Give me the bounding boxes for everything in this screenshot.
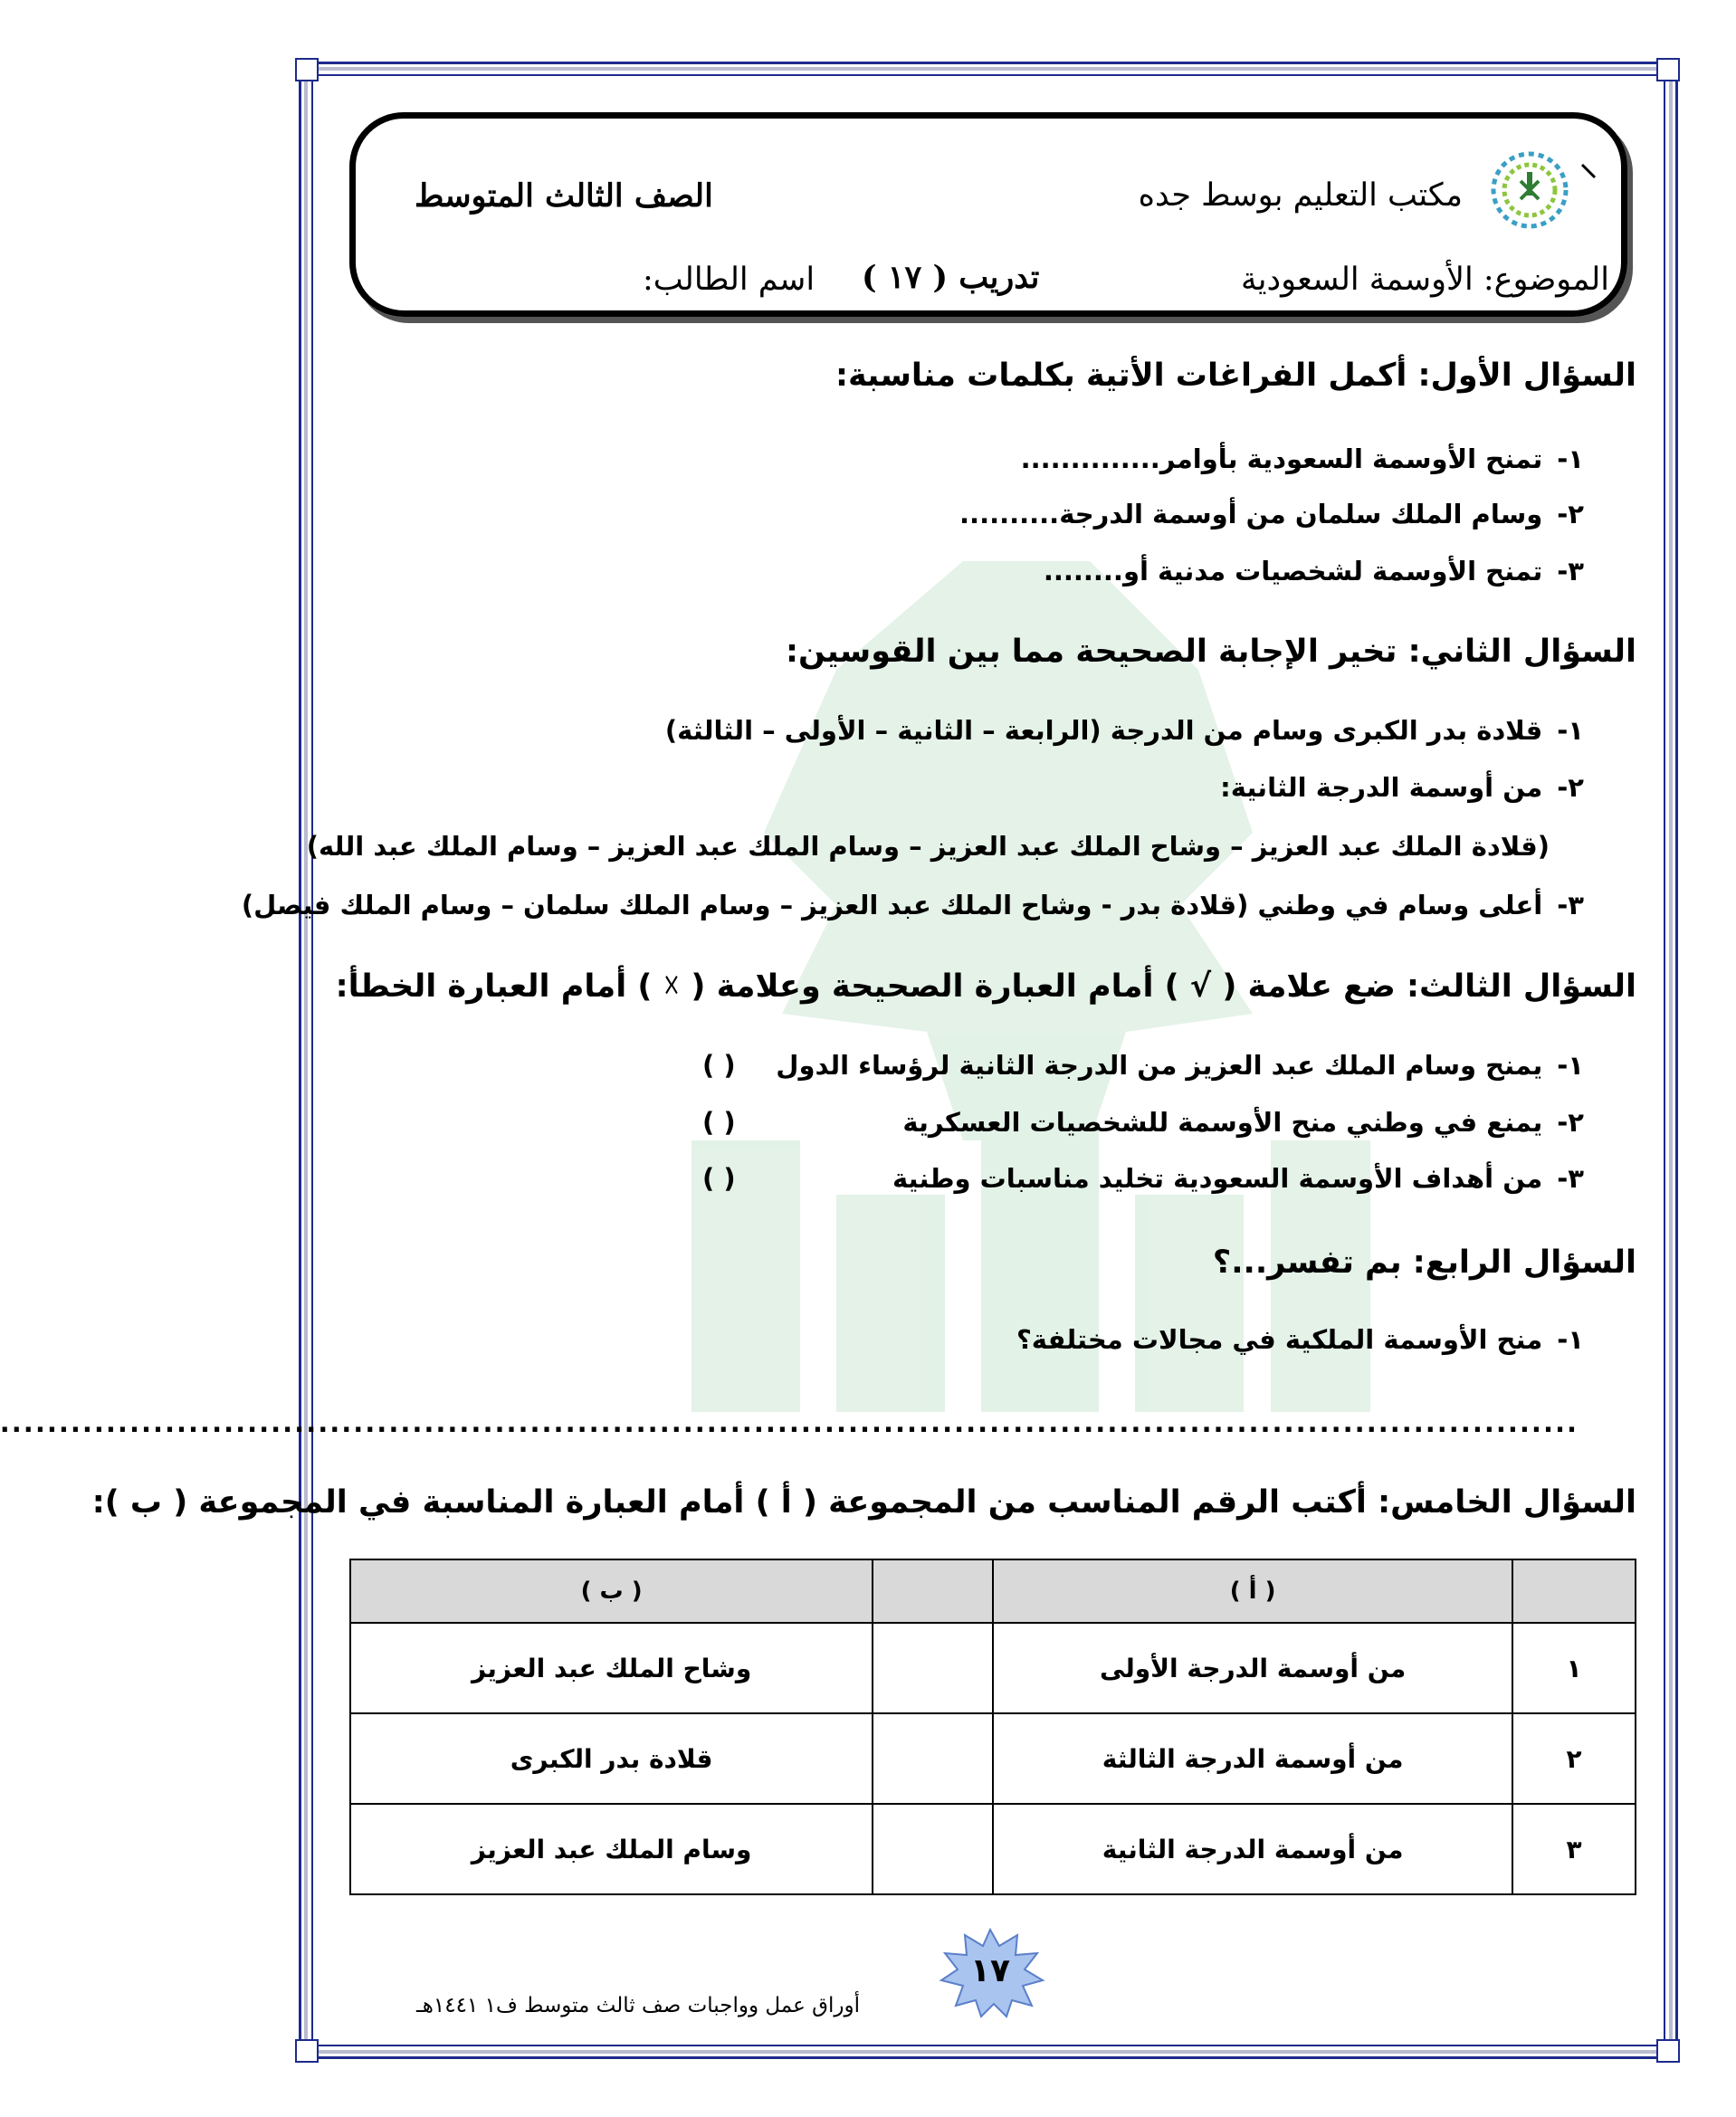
group-b-cell: قلادة بدر الكبرى	[350, 1713, 873, 1804]
footer-text: أوراق عمل وواجبات صف ثالث متوسط ف١ ١٤٤١هـ	[416, 1994, 860, 2017]
answer-paren[interactable]: ( )	[702, 1107, 736, 1138]
corner-ornament	[1656, 2039, 1680, 2063]
list-item: ١-منح الأوسمة الملكية في مجالات مختلفة؟	[1016, 1324, 1584, 1355]
question-1-title: السؤال الأول: أكمل الفراغات الأتية بكلمات مناسبة:	[835, 358, 1636, 394]
answer-cell[interactable]	[873, 1623, 993, 1713]
table-row	[350, 1804, 1636, 1894]
group-a-cell: من أوسمة الدرجة الثانية	[993, 1804, 1512, 1894]
question-4-title: السؤال الرابع: بم تفسر...؟	[1212, 1244, 1636, 1281]
answer-cell[interactable]	[873, 1713, 993, 1804]
subject-label: الموضوع: الأوسمة السعودية	[1240, 262, 1609, 298]
list-item: ٢-من أوسمة الدرجة الثانية:	[1220, 772, 1584, 803]
list-item: ٣-أعلى وسام في وطني (قلادة بدر - وشاح الملك عبد العزيز – وسام الملك سلمان – وسام الملك فيصل)	[241, 890, 1584, 920]
list-item: ١-تمنح الأوسمة السعودية بأوامر..............	[1020, 443, 1584, 474]
list-item: ٢-يمنع في وطني منح الأوسمة للشخصيات العسكرية	[902, 1107, 1584, 1138]
row-number: ٢	[1512, 1713, 1636, 1804]
group-b-cell: وشاح الملك عبد العزيز	[350, 1623, 873, 1713]
quote-mark-icon	[1579, 161, 1600, 183]
table-row	[350, 1713, 1636, 1804]
corner-ornament	[295, 58, 319, 81]
question-5-title: السؤال الخامس: أكتب الرقم المناسب من المجموعة ( أ ) أمام العبارة المناسبة في المجموعة ( ب ):	[91, 1484, 1636, 1521]
table-header-row	[350, 1559, 1636, 1623]
row-number: ١	[1512, 1623, 1636, 1713]
table-row	[350, 1623, 1636, 1713]
list-item: (قلادة الملك عبد العزيز – وشاح الملك عبد العزيز – وسام الملك عبد العزيز – وسام الملك عبد الله)	[306, 831, 1550, 862]
column-a-header: ( أ )	[993, 1559, 1512, 1623]
list-item: ٣-تمنح الأوسمة لشخصيات مدنية أو........	[1043, 556, 1584, 586]
training-number: تدريب ( ١٧ )	[862, 259, 1040, 296]
group-a-cell: من أوسمة الدرجة الثالثة	[993, 1713, 1512, 1804]
group-a-cell: من أوسمة الدرجة الأولى	[993, 1623, 1512, 1713]
list-item: ٣-من أهداف الأوسمة السعودية تخليد مناسبات وطنية	[892, 1163, 1584, 1194]
answer-cell[interactable]	[873, 1804, 993, 1894]
group-b-cell: وسام الملك عبد العزيز	[350, 1804, 873, 1894]
list-item: ١-يمنح وسام الملك عبد العزيز من الدرجة الثانية لرؤساء الدول	[776, 1050, 1584, 1081]
answer-paren[interactable]: ( )	[702, 1050, 736, 1081]
row-number: ٣	[1512, 1804, 1636, 1894]
answer-paren[interactable]: ( )	[702, 1163, 736, 1194]
list-item: ١-قلادة بدر الكبرى وسام من الدرجة (الرابعة – الثانية – الأولى – الثالثة)	[664, 715, 1584, 746]
corner-ornament	[1656, 58, 1680, 81]
column-b-header: ( ب )	[350, 1559, 873, 1623]
table-cell	[1512, 1559, 1636, 1623]
student-name-field[interactable]: اسم الطالب:	[643, 262, 816, 298]
table-cell	[873, 1559, 993, 1623]
matching-table	[349, 1559, 1636, 1895]
corner-ornament	[295, 2039, 319, 2063]
question-3-title: السؤال الثالث: ضع علامة ( √ ) أمام العبارة الصحيحة وعلامة ( ☓ ) أمام العبارة الخطأ:	[335, 968, 1636, 1005]
office-name: مكتب التعليم بوسط جده	[1138, 177, 1463, 214]
page-number: ١٧	[970, 1952, 1010, 1989]
grade-label: الصف الثالث المتوسط	[415, 177, 713, 215]
answer-line[interactable]: ......................................................................................................................................	[0, 1407, 1579, 1438]
question-2-title: السؤال الثاني: تخير الإجابة الصحيحة مما بين القوسين:	[786, 634, 1636, 670]
ministry-logo-icon	[1484, 145, 1575, 235]
list-item: ٢-وسام الملك سلمان من أوسمة الدرجة..........	[959, 499, 1584, 529]
